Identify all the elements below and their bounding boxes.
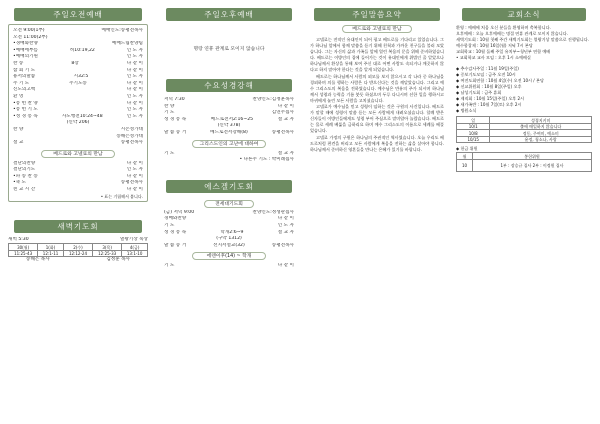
dawn-passage-cell: 12:1-11 [38, 250, 64, 257]
keeper-names: 출애 매일하지 않습니다 [490, 123, 592, 130]
worship-order-row: •예배에부름 히10:19,22 인 도 자 [13, 47, 143, 53]
morning-order-box [8, 24, 148, 202]
wed-sermon-title: 그리스도인의 고난에 대하여 [192, 140, 266, 148]
dawn-day-header: 3(목) [93, 244, 122, 251]
keeper-names: 정동, 주여미, 예소미 [490, 130, 592, 137]
morning-meta-row: 오전 11:00(2부) [13, 34, 48, 40]
dawn-passage-cell: 13:1-10 [122, 250, 148, 257]
worship-order-row: •성 경 봉 독 사도행전10:24~48 인 도 자 [13, 113, 143, 119]
ezekiel-order-row: 성 경 봉 독 학개2:6~9 설 교 자 [164, 229, 294, 235]
morning-worship-banner: 주일오전예배 [14, 8, 142, 21]
news-item: ◆ 제직회 : 10월 15일(주일) 오후 2시 [456, 96, 525, 102]
keeper-date: 10/8 [457, 130, 490, 137]
worship-order-row: •예배의기원 인 도 자 [13, 54, 143, 60]
news-item: 환영 : 예배에 처음 오신 분들을 환영하며 축복합니다. [456, 25, 551, 30]
worship-order-row: 주 기 도 주기도송 다 같 이 [13, 80, 143, 86]
standing-note: • 표는 기립해서 봅니다. [100, 193, 143, 199]
news-item: • 교회학교 교사 모임 : 오후 1시 소예배실 [456, 55, 531, 61]
ezekiel-order-row: 경배와찬양 다 같 이 [164, 216, 294, 222]
afternoon-message: 명랑 연휴 관계로 모이지 않습니다 [193, 47, 265, 52]
worship-order-row: 환 영 인 도 자 [13, 93, 143, 99]
news-item: ◆ 여전도회연합 : 10월 4일(수) 오전 10시 / 본당 [456, 77, 544, 83]
dawn-prayer-banner: 새벽기도회 [14, 220, 142, 233]
news-item: ◆ 추수감사주일 : 11월 19일(주일) [456, 65, 519, 71]
worship-order-row: 용서의말씀 시32:5 인 도 자 [13, 74, 143, 80]
sermon-title: 베드로와 고넬료의 만남 [41, 150, 115, 158]
dawn-day-header: 4(금) [122, 244, 148, 251]
worship-order-row: •봉 헌 기 도 인 도 자 [13, 107, 143, 113]
dawn-meta-row: 새벽 5:30 열왕기상 묵상 [8, 236, 148, 242]
summary-subtitle: 베드로와 고넬료의 만남 [342, 25, 412, 33]
dawn-passage-cell: 11:25-43 [9, 250, 38, 257]
news-item: 오후예배 : 오늘 오후예배는 명절 연휴 관계로 모이지 않습니다. [456, 31, 568, 37]
keeper-names: 윤정, 청소나, 사랑 [490, 136, 592, 143]
column-worship [8, 8, 148, 264]
news-item: ◆ 새가족반 : 10월 7일(토) 오후 2시 [456, 102, 522, 108]
ezekiel-order-row: (구약 1312) [216, 236, 242, 242]
keeper-date: 10/15 [457, 136, 490, 143]
worship-order-row: 설 교 송평전목사 [13, 140, 143, 146]
offering-table [456, 152, 592, 172]
dawn-box [8, 237, 148, 264]
ezekiel-banner: 에스겔기도회 [166, 180, 292, 193]
dawn-passage-cell: 12:12-24 [63, 250, 92, 257]
wednesday-order-row: • 다른주 기도 : 박미례집사 [239, 157, 294, 163]
church-news-banner: 교회소식 [462, 8, 586, 21]
offering-month: 10 [457, 159, 473, 171]
offering-head-name: 봉헌위원 [473, 153, 592, 160]
ezekiel-meta-row: (금) 저녁 9:00 찬양인도:정성관집사 [164, 209, 294, 215]
worship-order-row: •봉 헌 찬 양 다 같 이 [13, 100, 143, 106]
column-church-news [456, 8, 592, 172]
sermon-summary-banner: 주일말씀요약 [314, 8, 440, 21]
dawn-passage-cell: 12:25-33 [93, 250, 122, 257]
wed-meta-row: 저녁 7:30 찬양인도:김정훈목사 [164, 97, 294, 102]
worship-order-row: 결단의찬양 다 같 이 [13, 160, 143, 166]
wednesday-banner: 수요성경강해 [166, 79, 292, 92]
worship-order-row: •파 송 찬 송 다 같 이 [13, 173, 143, 179]
worship-order-row: 결단의기도 인 도 자 [13, 167, 143, 173]
summary-paragraph: 베드로는 하나님께서 사람의 외모를 보지 않으시고 각 나라 중 하나님을 경외하며 의를 행하는 사람은 다 받으신다는 것을 깨달았습니다. 그리고 예수 그리스도의 복음을 전하였습니다. 예수님은 만유의 주가 되시며 하나님께서 성령과 능력을 기름 붓듯 하셨으며 두루 다니시며 선한 일을 행하시고 마귀에게 눌린 모든 사람을 고치셨습니다. [310, 73, 444, 103]
worship-order-row: •경배와찬양 예배드림찬양팀 [13, 41, 143, 47]
worship-order-row: 찬 양 시온성가대 [13, 126, 143, 132]
keeper-head-date: 일 [457, 117, 490, 124]
worship-order-row: 친 교 시 간 다 같 이 [13, 187, 143, 193]
wednesday-order-row: 말 씀 증 거 베드로전서강해(8) 송평전목사 [164, 129, 294, 135]
offering-head-month: 월 [457, 153, 473, 160]
column-sermon-summary [308, 8, 446, 153]
offering-names: 1부 : 장승규 집사 2부 : 이정원 집사 [473, 159, 592, 171]
worship-order-row: 찬 송 8장 다 같 이 [13, 60, 143, 66]
news-item: ◆ 남성기도회 : 금주 휴회 [456, 89, 502, 95]
wednesday-order-row: 성 경 봉 독 베드로전서2:16~25 설 교 자 [164, 116, 294, 122]
ezekiel-order-row: 기 도 다 같 이 [164, 263, 294, 269]
wednesday-order-row: 찬 양 다 같 이 [164, 103, 294, 109]
ezekiel-order-row: 말 씀 증 거 선지서설교(32) 송평전목사 [164, 242, 294, 248]
morning-meta-row: 오전 9:00(1부) 예배인도:송평전목사 [13, 28, 143, 33]
ezekiel-box [160, 196, 298, 272]
ezekiel-sermon-title: 에덴이후(14) ~ 학개 [192, 252, 266, 260]
afternoon-worship-banner: 주일오후예배 [166, 8, 292, 21]
offering-title: ◆ 헌금 위원 [456, 146, 478, 152]
dawn-day-header: 1(화) [38, 244, 64, 251]
news-item: 예수합창제 : 10월 16일(월) 저녁 7시 본당 [456, 43, 533, 49]
summary-paragraph: 고넬료가 예수님을 믿고 성령이 임하는 것은 구원의 사건입니다. 베드로가 말할 때에 성령이 말씀 듣는 모든 사람에게 내려오셨습니다. 할례 받은 신자들이 이방인들에게도 성령 부어 주심으로 말미암아 놀랐습니다. 베드로는 물로 세례 베풂을 금하리요 하며 예수 그리스도의 이름으로 세례를 베풀었습니다. [310, 104, 444, 134]
news-item: 교회학교 : 10월 둘째 주일 유치부~청년부 연합 예배 [456, 49, 551, 55]
worship-order-row: •축 도 송평전목사 [13, 180, 143, 186]
dawn-table [8, 243, 148, 257]
wednesday-order-row: (신약 378) [217, 123, 241, 129]
worship-order-row: (신약 206) [66, 120, 90, 126]
wednesday-box [160, 95, 298, 166]
ezekiel-subtitle: 전세대기도회 [204, 200, 254, 208]
dawn-day-header: 30(월) [9, 244, 38, 251]
keeper-table [456, 116, 592, 143]
summary-paragraph: 고넬료는 전적인 유대인이 되어 평고 베드로를 기다리고 있었습니다. 그가 하나님 앞에서 함께 말씀을 듣기 위해 친척과 가까운 친구들을 불러 모았습니다. 그는 자신의 삶과 가족들 앞에 열린 복음의 문을 위해 준비하였습니다. 베드로는 이방인의 집에 들어가는 것이 유대인에게 위법인 줄 알았으나 하나님께서 환상을 통해 보여 주신 대로 어떤 사람도 속되거나 깨끗하지 않다고 하지 말아야 한다는 것을 알게 되었습니다. [310, 37, 444, 73]
summary-paragraph: 고넬료 가정의 구원은 하나님의 주권적인 역사였습니다. 오늘 우리도 베드로처럼 편견을 버리고 모든 사람에게 복음을 전하는 삶을 살아야 합니다. 하나님께서 준비하신 영혼들을 만나는 은혜가 있기를 바랍니다. [310, 134, 444, 152]
dawn-day-header: 2(수) [63, 244, 92, 251]
news-item: ◆ 중보기도모임 : 금주 오전 10시 [456, 71, 516, 77]
column-services [160, 8, 298, 272]
afternoon-box [160, 21, 298, 79]
wednesday-order-row: 기 도 김연주집사 [164, 110, 294, 116]
news-item: ◆ 선교위원회 : 10월 8일(주일) 오후 [456, 83, 522, 89]
news-item: ◆ 병원소식 [456, 108, 477, 114]
worship-order-row: 송해은성가대 [116, 133, 143, 139]
wednesday-order-row: 기 도 설 교 자 [164, 150, 294, 156]
worship-order-row: 참 회 기 도 다 같 이 [13, 67, 143, 73]
worship-order-row: 신도의고백 다 같 이 [13, 87, 143, 93]
keeper-head-name: 성경지키미 [490, 117, 592, 124]
news-item: 새벽기도회 : 10월 첫째 주간 새벽기도회는 열왕기상 말씀으로 진행됩니다. [456, 37, 589, 43]
ezekiel-order-row: 기 도 인 도 자 [164, 222, 294, 228]
keeper-date: 10/1 [457, 123, 490, 130]
keeper-row [457, 136, 592, 143]
dawn-leaders: 송해은 목사 김정훈 목사 [26, 257, 130, 263]
